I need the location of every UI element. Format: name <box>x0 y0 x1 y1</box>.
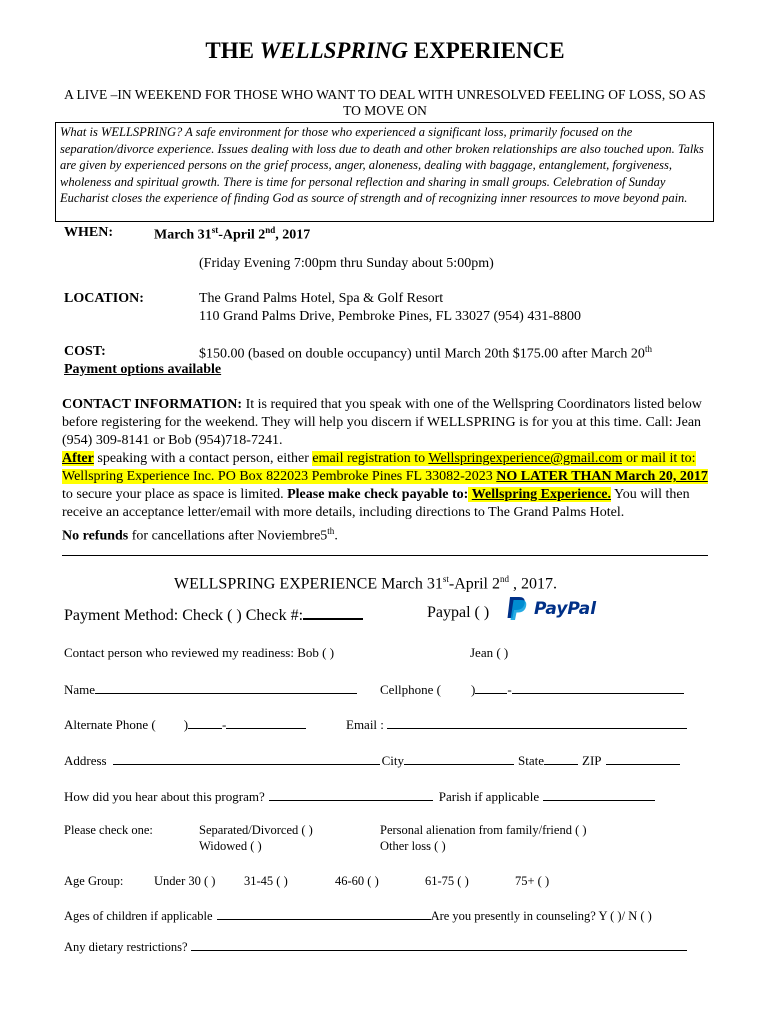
email-row <box>346 716 687 733</box>
separated-option[interactable]: Separated/Divorced ( ) <box>199 823 313 837</box>
alternate-phone-prefix-field[interactable] <box>188 716 222 729</box>
hear-field[interactable] <box>269 788 433 801</box>
state-field[interactable] <box>544 752 578 765</box>
age-46-60-option[interactable]: 46-60 ( ) <box>335 874 379 888</box>
children-label: Ages of children if applicable <box>64 909 213 923</box>
payee-text: Wellspring Experience. <box>471 487 612 502</box>
cellphone-label: Cellphone ( <box>380 682 442 697</box>
when-label: WHEN: <box>64 225 113 240</box>
name-row <box>64 681 357 698</box>
parish-label: Parish if applicable <box>438 789 540 804</box>
document-title: THE WELLSPRING EXPERIENCE <box>205 38 565 63</box>
contact-text-2: speaking with a contact person, either <box>93 451 313 466</box>
paypal-option[interactable]: Paypal ( ) <box>427 604 490 621</box>
paypal-logo-text: PayPal <box>534 599 597 619</box>
refund-period: . <box>334 528 338 544</box>
alternate-phone-number-field[interactable] <box>226 716 306 729</box>
refund-sup: th <box>327 526 335 536</box>
alternate-phone-dash: - <box>222 717 227 732</box>
contact-text-4: You will then receive an acceptance letter/email with more details, including directions to The Grand Palms Hotel. <box>62 487 690 520</box>
age-group-label: Age Group: <box>64 874 124 888</box>
children-field[interactable] <box>217 907 431 920</box>
intro-box: What is WELLSPRING? A safe environment for those who experienced a significant loss, primarily focused on the separation/divorce experience. Issues dealing with loss due to death and other broken relationships are also touched upon. Talks are given by experienced persons on the grief process, anger, aloneness, dealing with baggage, entanglement, forgiveness, wholeness and spiritual growth. There is time for personal reflection and sharing in small groups. Celebration of Sunday Eucharist closes the experience of finding God as source of strength and of recognizing inner resources to move beyond pain. <box>55 122 714 222</box>
address-label: Address <box>64 753 107 768</box>
document-subtitle: A LIVE –IN WEEKEND FOR THOSE WHO WANT TO DEAL WITH UNRESOLVED FEELING OF LOSS, SO AS TO MOVE ON <box>64 87 706 118</box>
refund-text: for cancellations after Noviembre5 <box>128 528 328 544</box>
alternate-phone-paren: ) <box>183 717 189 732</box>
hear-row <box>64 788 655 805</box>
alternate-phone-label: Alternate Phone ( <box>64 717 156 732</box>
city-label: City <box>381 753 405 768</box>
email-registration-text: email registration to <box>312 451 429 466</box>
contact-text: It is required that you speak with one of the Wellspring Coordinators listed below before registering for the weekend. They will help you discern if WELLSPRING is for you at this time. Call: Jean (954) 309-8141 or Bob (954)718-7241. <box>62 397 702 448</box>
age-under-30-option[interactable]: Under 30 ( ) <box>154 874 216 888</box>
mail-address-text: or mail it to: Wellspring Experience Inc. PO Box 822023 Pembroke Pines FL 33082-2023 <box>62 451 696 484</box>
cellphone-prefix-field[interactable] <box>475 681 507 694</box>
address-row <box>64 752 680 769</box>
location-line2: 110 Grand Palms Drive, Pembroke Pines, FL 33027 (954) 431-8800 <box>199 309 581 324</box>
alienation-option[interactable]: Personal alienation from family/friend ( ) <box>380 823 587 837</box>
payment-method-label: Payment Method: Check ( ) Check #: <box>64 607 304 624</box>
hear-label: How did you hear about this program? <box>64 789 265 804</box>
cellphone-number-field[interactable] <box>512 681 684 694</box>
check-payable-text: Please make check payable to: <box>287 487 469 502</box>
location-label: LOCATION: <box>64 291 144 306</box>
cost-text: $150.00 (based on double occupancy) until March 20th $175.00 after March 20th <box>199 344 652 362</box>
widowed-option[interactable]: Widowed ( ) <box>199 839 262 853</box>
age-75-plus-option[interactable]: 75+ ( ) <box>515 874 550 888</box>
contact-text-3: to secure your place as space is limited. <box>62 487 288 502</box>
dietary-row <box>64 938 687 955</box>
zip-field[interactable] <box>606 752 680 765</box>
address-field[interactable] <box>113 752 380 765</box>
dietary-field[interactable] <box>191 938 687 951</box>
when-date: March 31st-April 2nd, 2017 <box>154 225 311 243</box>
alternate-phone-row <box>64 716 306 733</box>
name-field[interactable] <box>95 681 357 694</box>
payment-options: Payment options available <box>64 362 222 377</box>
no-refunds-label: No refunds <box>62 528 129 544</box>
city-field[interactable] <box>404 752 514 765</box>
other-loss-option[interactable]: Other loss ( ) <box>380 839 446 853</box>
cellphone-row <box>380 681 684 698</box>
children-row <box>64 907 652 924</box>
contact-heading: CONTACT INFORMATION: <box>62 397 243 412</box>
check-number-field[interactable] <box>303 604 363 620</box>
name-label: Name <box>64 682 96 697</box>
age-31-45-option[interactable]: 31-45 ( ) <box>244 874 288 888</box>
payment-method-row <box>64 604 363 625</box>
contact-information <box>62 396 712 546</box>
zip-label: ZIP <box>582 753 602 768</box>
contact-person-bob[interactable]: Contact person who reviewed my readiness: Bob ( ) <box>64 645 335 660</box>
parish-field[interactable] <box>543 788 655 801</box>
email-link[interactable]: Wellspringexperience@gmail.com <box>428 451 623 466</box>
form-heading: WELLSPRING EXPERIENCE March 31st-April 2nd , 2017. <box>174 574 557 593</box>
email-field[interactable] <box>387 716 687 729</box>
location-line1: The Grand Palms Hotel, Spa & Golf Resort <box>199 291 444 306</box>
cost-label: COST: <box>64 344 106 359</box>
counseling-option[interactable]: Are you presently in counseling? Y ( )/ N ( ) <box>430 909 652 923</box>
state-label: State <box>518 753 545 768</box>
contact-person-jean[interactable]: Jean ( ) <box>470 645 509 660</box>
section-divider <box>62 555 708 556</box>
paypal-logo <box>507 595 615 621</box>
age-61-75-option[interactable]: 61-75 ( ) <box>425 874 469 888</box>
after-label: After <box>62 451 94 466</box>
deadline-text: NO LATER THAN March 20, 2017 <box>496 469 708 484</box>
when-times: (Friday Evening 7:00pm thru Sunday about 5:00pm) <box>199 256 494 271</box>
cellphone-dash: - <box>507 682 512 697</box>
check-one-label: Please check one: <box>64 823 153 837</box>
cellphone-paren: ) <box>471 682 476 697</box>
dietary-label: Any dietary restrictions? <box>64 940 188 954</box>
email-label: Email : <box>346 717 384 732</box>
